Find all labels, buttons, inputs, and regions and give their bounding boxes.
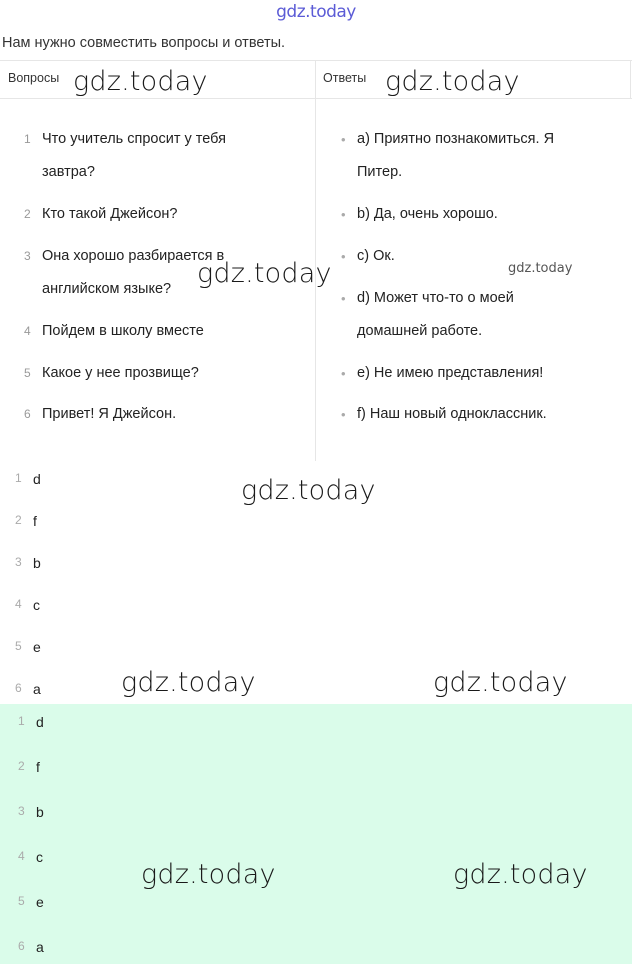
- answer-item: [341, 282, 514, 348]
- question-number: 1: [24, 132, 31, 146]
- answer-value: a: [36, 939, 44, 955]
- bullet-icon: •: [341, 366, 346, 381]
- question-item: [24, 398, 177, 431]
- answer-text: c) Ок.: [357, 248, 395, 264]
- table-border-right: [630, 61, 631, 98]
- answer-number: 4: [15, 597, 22, 611]
- answer-number: 1: [15, 471, 22, 485]
- question-item: [24, 315, 204, 348]
- answer-number: 2: [15, 513, 22, 527]
- question-number: 2: [24, 207, 31, 221]
- answer-value: c: [36, 849, 43, 865]
- answer-text-cont: Питер.: [357, 164, 403, 180]
- question-number: 4: [24, 324, 31, 338]
- bullet-icon: •: [341, 249, 346, 264]
- question-text: Что учитель спросит у тебя: [42, 131, 226, 147]
- answer-number: 3: [15, 555, 22, 569]
- bullet-icon: •: [341, 132, 346, 147]
- answer-value: b: [36, 804, 44, 820]
- answer-item: [341, 357, 544, 390]
- answer-text: e) Не имею представления!: [357, 365, 544, 381]
- answer-item: [341, 198, 498, 231]
- answer-item: [341, 398, 547, 431]
- watermark: gdz.today: [385, 66, 520, 97]
- answer-value: e: [36, 894, 44, 910]
- answer-block-highlighted: [0, 704, 632, 964]
- answer-value: a: [33, 681, 41, 697]
- answer-value: f: [33, 513, 37, 529]
- question-number: 6: [24, 407, 31, 421]
- watermark: gdz.today: [121, 667, 256, 698]
- question-text-cont: завтра?: [42, 164, 95, 180]
- question-text-cont: английском языке?: [42, 281, 172, 297]
- answer-text: a) Приятно познакомиться. Я: [357, 131, 555, 147]
- answer-number: 6: [15, 681, 22, 695]
- answer-text-cont: домашней работе.: [357, 323, 483, 339]
- watermark: gdz.today: [73, 66, 208, 97]
- answer-number: 3: [18, 804, 25, 818]
- question-text: Пойдем в школу вместе: [42, 323, 204, 339]
- answer-number: 5: [18, 894, 25, 908]
- answer-text: b) Да, очень хорошо.: [357, 206, 498, 222]
- question-text: Кто такой Джейсон?: [42, 206, 178, 222]
- answer-value: e: [33, 639, 41, 655]
- question-text: Привет! Я Джейсон.: [42, 406, 177, 422]
- question-text: Какое у нее прозвище?: [42, 365, 199, 381]
- watermark: gdz.today: [433, 667, 568, 698]
- question-item: [24, 123, 226, 189]
- question-number: 3: [24, 249, 31, 263]
- bullet-icon: •: [341, 407, 346, 422]
- question-text: Она хорошо разбирается в: [42, 248, 225, 264]
- answer-value: c: [33, 597, 40, 613]
- header-questions: Вопросы: [8, 71, 60, 85]
- answer-number: 6: [18, 939, 25, 953]
- watermark: gdz.today: [141, 859, 276, 890]
- answer-item: [341, 240, 395, 273]
- answer-text: d) Может что-то о моей: [357, 290, 514, 306]
- bullet-icon: •: [341, 207, 346, 222]
- answer-value: d: [36, 714, 44, 730]
- answer-item: [341, 123, 555, 189]
- watermark: gdz.today: [241, 475, 376, 506]
- watermark: gdz.today: [453, 859, 588, 890]
- answer-number: 1: [18, 714, 25, 728]
- question-item: [24, 357, 199, 390]
- header-answers: Ответы: [323, 71, 367, 85]
- answer-value: b: [33, 555, 41, 571]
- question-number: 5: [24, 366, 31, 380]
- answer-number: 5: [15, 639, 22, 653]
- answer-number: 2: [18, 759, 25, 773]
- question-item: [24, 198, 178, 231]
- task-instruction: Нам нужно совместить вопросы и ответы.: [2, 35, 286, 51]
- answer-text: f) Наш новый одноклассник.: [357, 406, 547, 422]
- answer-value: f: [36, 759, 40, 775]
- answer-value: d: [33, 471, 41, 487]
- site-logo: gdz.today: [276, 2, 356, 22]
- watermark-small: gdz.today: [508, 261, 573, 276]
- watermark: gdz.today: [197, 258, 332, 289]
- answer-number: 4: [18, 849, 25, 863]
- bullet-icon: •: [341, 291, 346, 306]
